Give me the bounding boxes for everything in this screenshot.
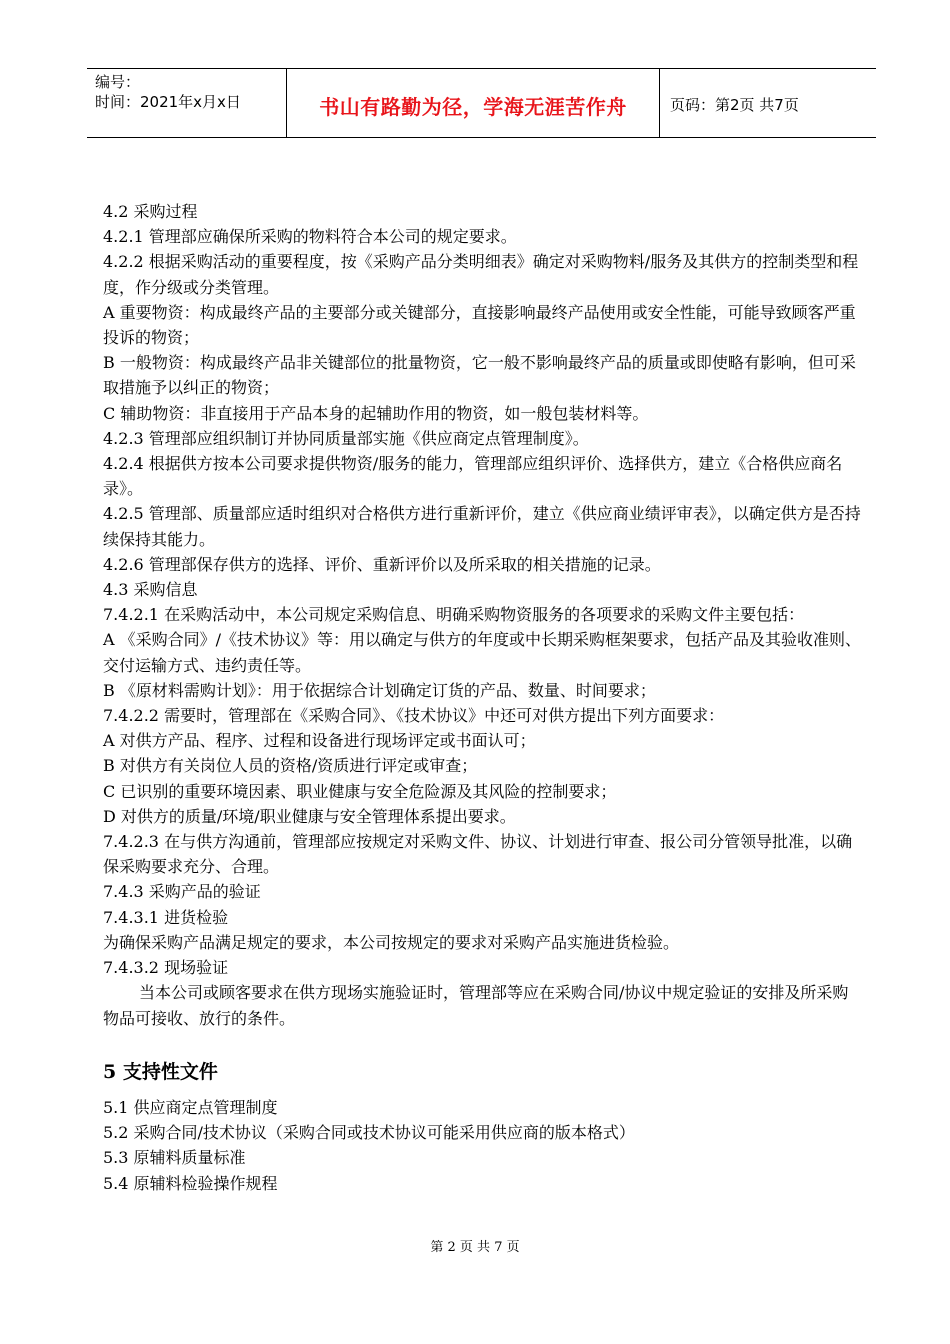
- supporting-documents-list: [103, 1095, 635, 1196]
- list-item: 5.4 原辅料检验操作规程: [103, 1173, 278, 1193]
- body-line: A 重要物资：构成最终产品的主要部分或关键部分，直接影响最终产品使用或安全性能，可能导致顾客严重投诉的物资；: [103, 302, 856, 348]
- body-line: 4.2.6 管理部保存供方的选择、评价、重新评价以及所采取的相关措施的记录。: [103, 554, 661, 574]
- body-line: 4.2.1 管理部应确保所采购的物料符合本公司的规定要求。: [103, 227, 517, 247]
- body-line: B 一般物资：构成最终产品非关键部位的批量物资，它一般不影响最终产品的质量或即使略有影响，但可采取措施予以纠正的物资；: [103, 353, 856, 398]
- list-item: 5.3 原辅料质量标准: [103, 1148, 246, 1168]
- body-line: 4.2.4 根据供方按本公司要求提供物资/服务的能力，管理部应组织评价、选择供方，建立《合格供应商名录》。: [103, 454, 843, 499]
- body-line: A 对供方产品、程序、过程和设备进行现场评定或书面认可；: [103, 731, 536, 751]
- body-line: 4.2.3 管理部应组织制订并协同质量部实施《供应商定点管理制度》。: [103, 428, 589, 448]
- body-line: B 对供方有关岗位人员的资格/资质进行评定或审查；: [103, 756, 478, 776]
- body-line: 7.4.3.2 现场验证: [103, 958, 229, 978]
- body-line: A 《采购合同》/《技术协议》等：用以确定与供方的年度或中长期采购框架要求，包括产品及其验收准则、交付运输方式、违约责任等。: [103, 630, 862, 675]
- header-meta: [87, 69, 287, 137]
- document-time-label: 时间：2021年x月x日: [95, 93, 241, 111]
- indented-paragraph: 当本公司或顾客要求在供方现场实施验证时，管理部等应在采购合同/协议中规定验证的安排及所采购物品可接收、放行的条件。: [103, 983, 849, 1028]
- list-item: 5.2 采购合同/技术协议（采购合同或技术协议可能采用供应商的版本格式）: [103, 1123, 635, 1143]
- list-item: 5.1 供应商定点管理制度: [103, 1098, 278, 1117]
- body-line: 4.3 采购信息: [103, 580, 198, 600]
- body-line: 4.2.2 根据采购活动的重要程度，按《采购产品分类明细表》确定对采购物料/服务及其供方的控制类型和程度，作分级或分类管理。: [103, 252, 859, 297]
- body-line: D 对供方的质量/环境/职业健康与安全管理体系提出要求。: [103, 806, 516, 826]
- body-line: 7.4.2.3 在与供方沟通前，管理部应按规定对采购文件、协议、计划进行审查、报公司分管领导批准，以确保采购要求充分、合理。: [103, 832, 853, 877]
- document-header: [87, 68, 876, 138]
- body-line: C 辅助物资：非直接用于产品本身的起辅助作用的物资，如一般包装材料等。: [103, 403, 649, 423]
- page-footer: 第 2 页 共 7 页: [430, 1240, 520, 1255]
- document-body: [103, 199, 863, 1031]
- body-line: 7.4.2.1 在采购活动中，本公司规定采购信息、明确采购物资服务的各项要求的采购文件主要包括：: [103, 605, 805, 625]
- body-line: 4.2 采购过程: [103, 202, 198, 221]
- document-number-label: 编号：: [95, 73, 141, 91]
- body-line: 7.4.3.1 进货检验: [103, 907, 229, 927]
- header-page-info: 页码：第2页 共7页: [670, 95, 799, 114]
- body-line: C 已识别的重要环境因素、职业健康与安全危险源及其风险的控制要求；: [103, 781, 617, 801]
- section-heading-supporting-documents: 5 支持性文件: [103, 1061, 218, 1083]
- body-line: 7.4.3 采购产品的验证: [103, 882, 261, 902]
- header-motto: 书山有路勤为径，学海无涯苦作舟: [287, 69, 660, 137]
- body-line: 为确保采购产品满足规定的要求，本公司按规定的要求对采购产品实施进货检验。: [103, 932, 680, 952]
- body-line: 4.2.5 管理部、质量部应适时组织对合格供方进行重新评价，建立《供应商业绩评审表》，以确定供方是否持续保持其能力。: [103, 504, 861, 549]
- body-line: B 《原材料需购计划》：用于依据综合计划确定订货的产品、数量、时间要求；: [103, 680, 656, 700]
- body-line: 7.4.2.2 需要时，管理部在《采购合同》、《技术协议》中还可对供方提出下列方面要求：: [103, 706, 725, 726]
